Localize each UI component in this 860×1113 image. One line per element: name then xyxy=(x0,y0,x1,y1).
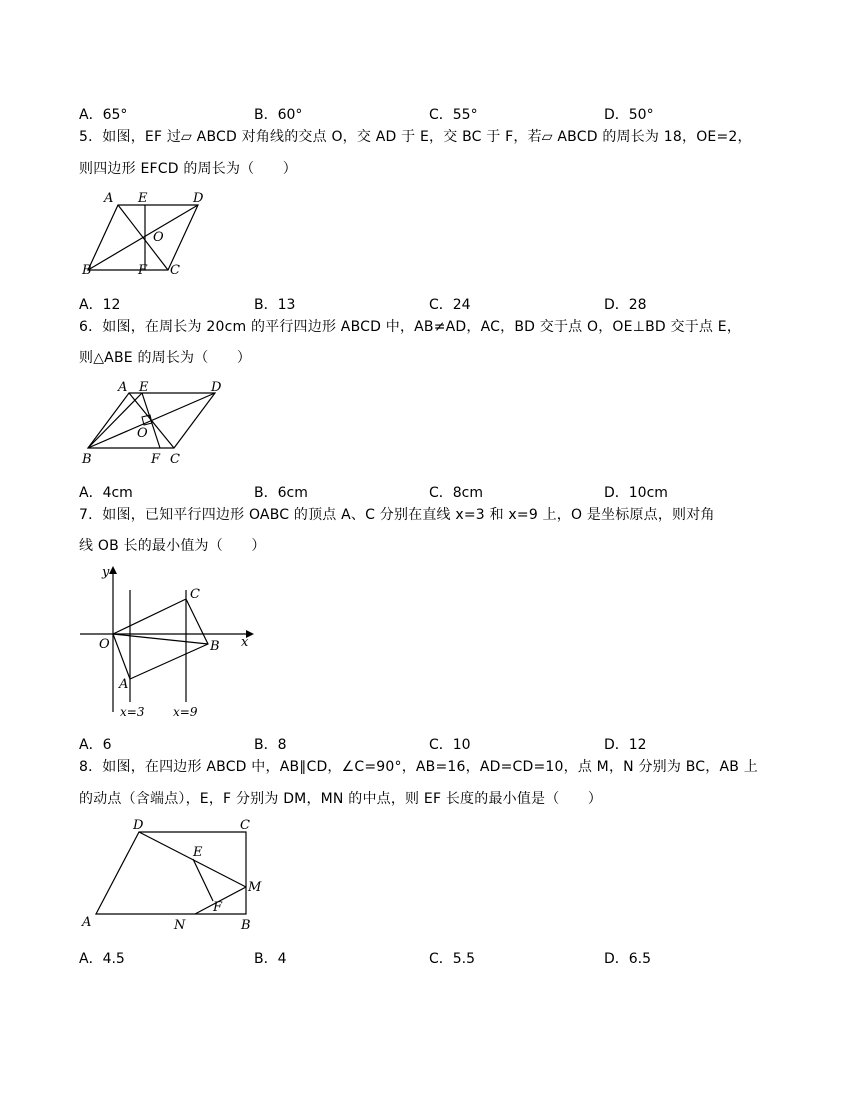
q7-label-c: C xyxy=(190,587,200,602)
q7-option-a[interactable]: A．6 xyxy=(79,737,112,753)
q8-stem-line2: 的动点（含端点），E，F 分别为 DM，MN 的中点，则 EF 长度的最小值是（ ） xyxy=(79,791,603,807)
q8-label-c: C xyxy=(240,818,250,833)
q8-trapezoid-figure xyxy=(80,818,280,936)
q8-option-b[interactable]: B．4 xyxy=(254,951,287,967)
q5-label-a: A xyxy=(104,191,114,206)
q8-label-b: B xyxy=(241,918,251,933)
q5-label-o: O xyxy=(153,230,164,245)
q6-parallelogram-figure xyxy=(80,377,240,469)
q6-option-a[interactable]: A．4cm xyxy=(79,485,133,501)
q6-label-b: B xyxy=(82,452,92,467)
q8-label-e: E xyxy=(193,845,203,860)
q5-stem-line2: 则四边形 EFCD 的周长为（ ） xyxy=(79,161,297,177)
q7-label-x: x xyxy=(241,635,249,650)
q6-label-e: E xyxy=(139,380,149,395)
q6-label-c: C xyxy=(170,452,180,467)
q7-label-y: y xyxy=(102,565,110,580)
q6-option-d[interactable]: D．10cm xyxy=(604,485,668,501)
q8-label-m: M xyxy=(248,880,262,895)
q4-option-a[interactable]: A．65° xyxy=(79,107,128,123)
q7-option-d[interactable]: D．12 xyxy=(604,737,647,753)
q7-stem-line2: 线 OB 长的最小值为（ ） xyxy=(79,538,266,554)
q7-options xyxy=(79,734,799,756)
q6-stem-line1: 6．如图，在周长为 20cm 的平行四边形 ABCD 中，AB≠AD，AC，BD 交于点 O，OE⊥BD 交于点 E， xyxy=(79,319,742,335)
q6-stem-line2: 则△ABE 的周长为（ ） xyxy=(79,350,252,366)
q8-label-a: A xyxy=(82,915,92,930)
q6-label-a: A xyxy=(118,380,128,395)
q8-label-d: D xyxy=(133,818,144,833)
q8-options xyxy=(79,948,799,970)
q5-option-d[interactable]: D．28 xyxy=(604,297,647,313)
q8-label-n: N xyxy=(174,918,186,933)
q5-label-f: F xyxy=(138,263,148,278)
q4-option-d[interactable]: D．50° xyxy=(604,107,654,123)
q7-label-x9: x=9 xyxy=(173,705,198,719)
q8-label-f: F xyxy=(213,900,223,915)
q5-label-b: B xyxy=(82,263,92,278)
q7-option-b[interactable]: B．8 xyxy=(254,737,287,753)
q8-option-c[interactable]: C．5.5 xyxy=(429,951,476,967)
q7-label-x3: x=3 xyxy=(120,705,145,719)
q4-options xyxy=(79,104,799,126)
q5-option-b[interactable]: B．13 xyxy=(254,297,296,313)
q4-option-c[interactable]: C．55° xyxy=(429,107,478,123)
q5-stem-line1: 5．如图，EF 过▱ ABCD 对角线的交点 O，交 AD 于 E，交 BC 于 F，若▱ ABCD 的周长为 18，OE=2， xyxy=(79,129,752,145)
q6-option-b[interactable]: B．6cm xyxy=(254,485,308,501)
q7-label-a: A xyxy=(119,677,129,692)
q6-option-c[interactable]: C．8cm xyxy=(429,485,484,501)
q5-parallelogram-figure xyxy=(80,188,220,278)
q5-label-d: D xyxy=(193,191,204,206)
q8-option-d[interactable]: D．6.5 xyxy=(604,951,652,967)
q5-option-a[interactable]: A．12 xyxy=(79,297,121,313)
q5-option-c[interactable]: C．24 xyxy=(429,297,471,313)
q7-stem-line1: 7．如图，已知平行四边形 OABC 的顶点 A、C 分别在直线 x=3 和 x=9 上，O 是坐标原点，则对角 xyxy=(79,507,715,523)
q6-options xyxy=(79,482,799,504)
q7-label-b: B xyxy=(210,639,220,654)
q4-option-b[interactable]: B．60° xyxy=(254,107,303,123)
q7-option-c[interactable]: C．10 xyxy=(429,737,471,753)
q5-label-c: C xyxy=(170,263,180,278)
q6-label-f: F xyxy=(151,452,161,467)
q5-options xyxy=(79,294,799,316)
q6-label-o: O xyxy=(137,426,148,441)
q6-label-d: D xyxy=(211,380,222,395)
q5-label-e: E xyxy=(138,191,148,206)
q7-label-o: O xyxy=(99,637,110,652)
q8-option-a[interactable]: A．4.5 xyxy=(79,951,125,967)
q8-stem-line1: 8．如图，在四边形 ABCD 中，AB∥CD，∠C=90°，AB=16，AD=CD=10，点 M，N 分别为 BC，AB 上 xyxy=(79,759,758,775)
q7-coordinate-figure xyxy=(78,562,258,720)
